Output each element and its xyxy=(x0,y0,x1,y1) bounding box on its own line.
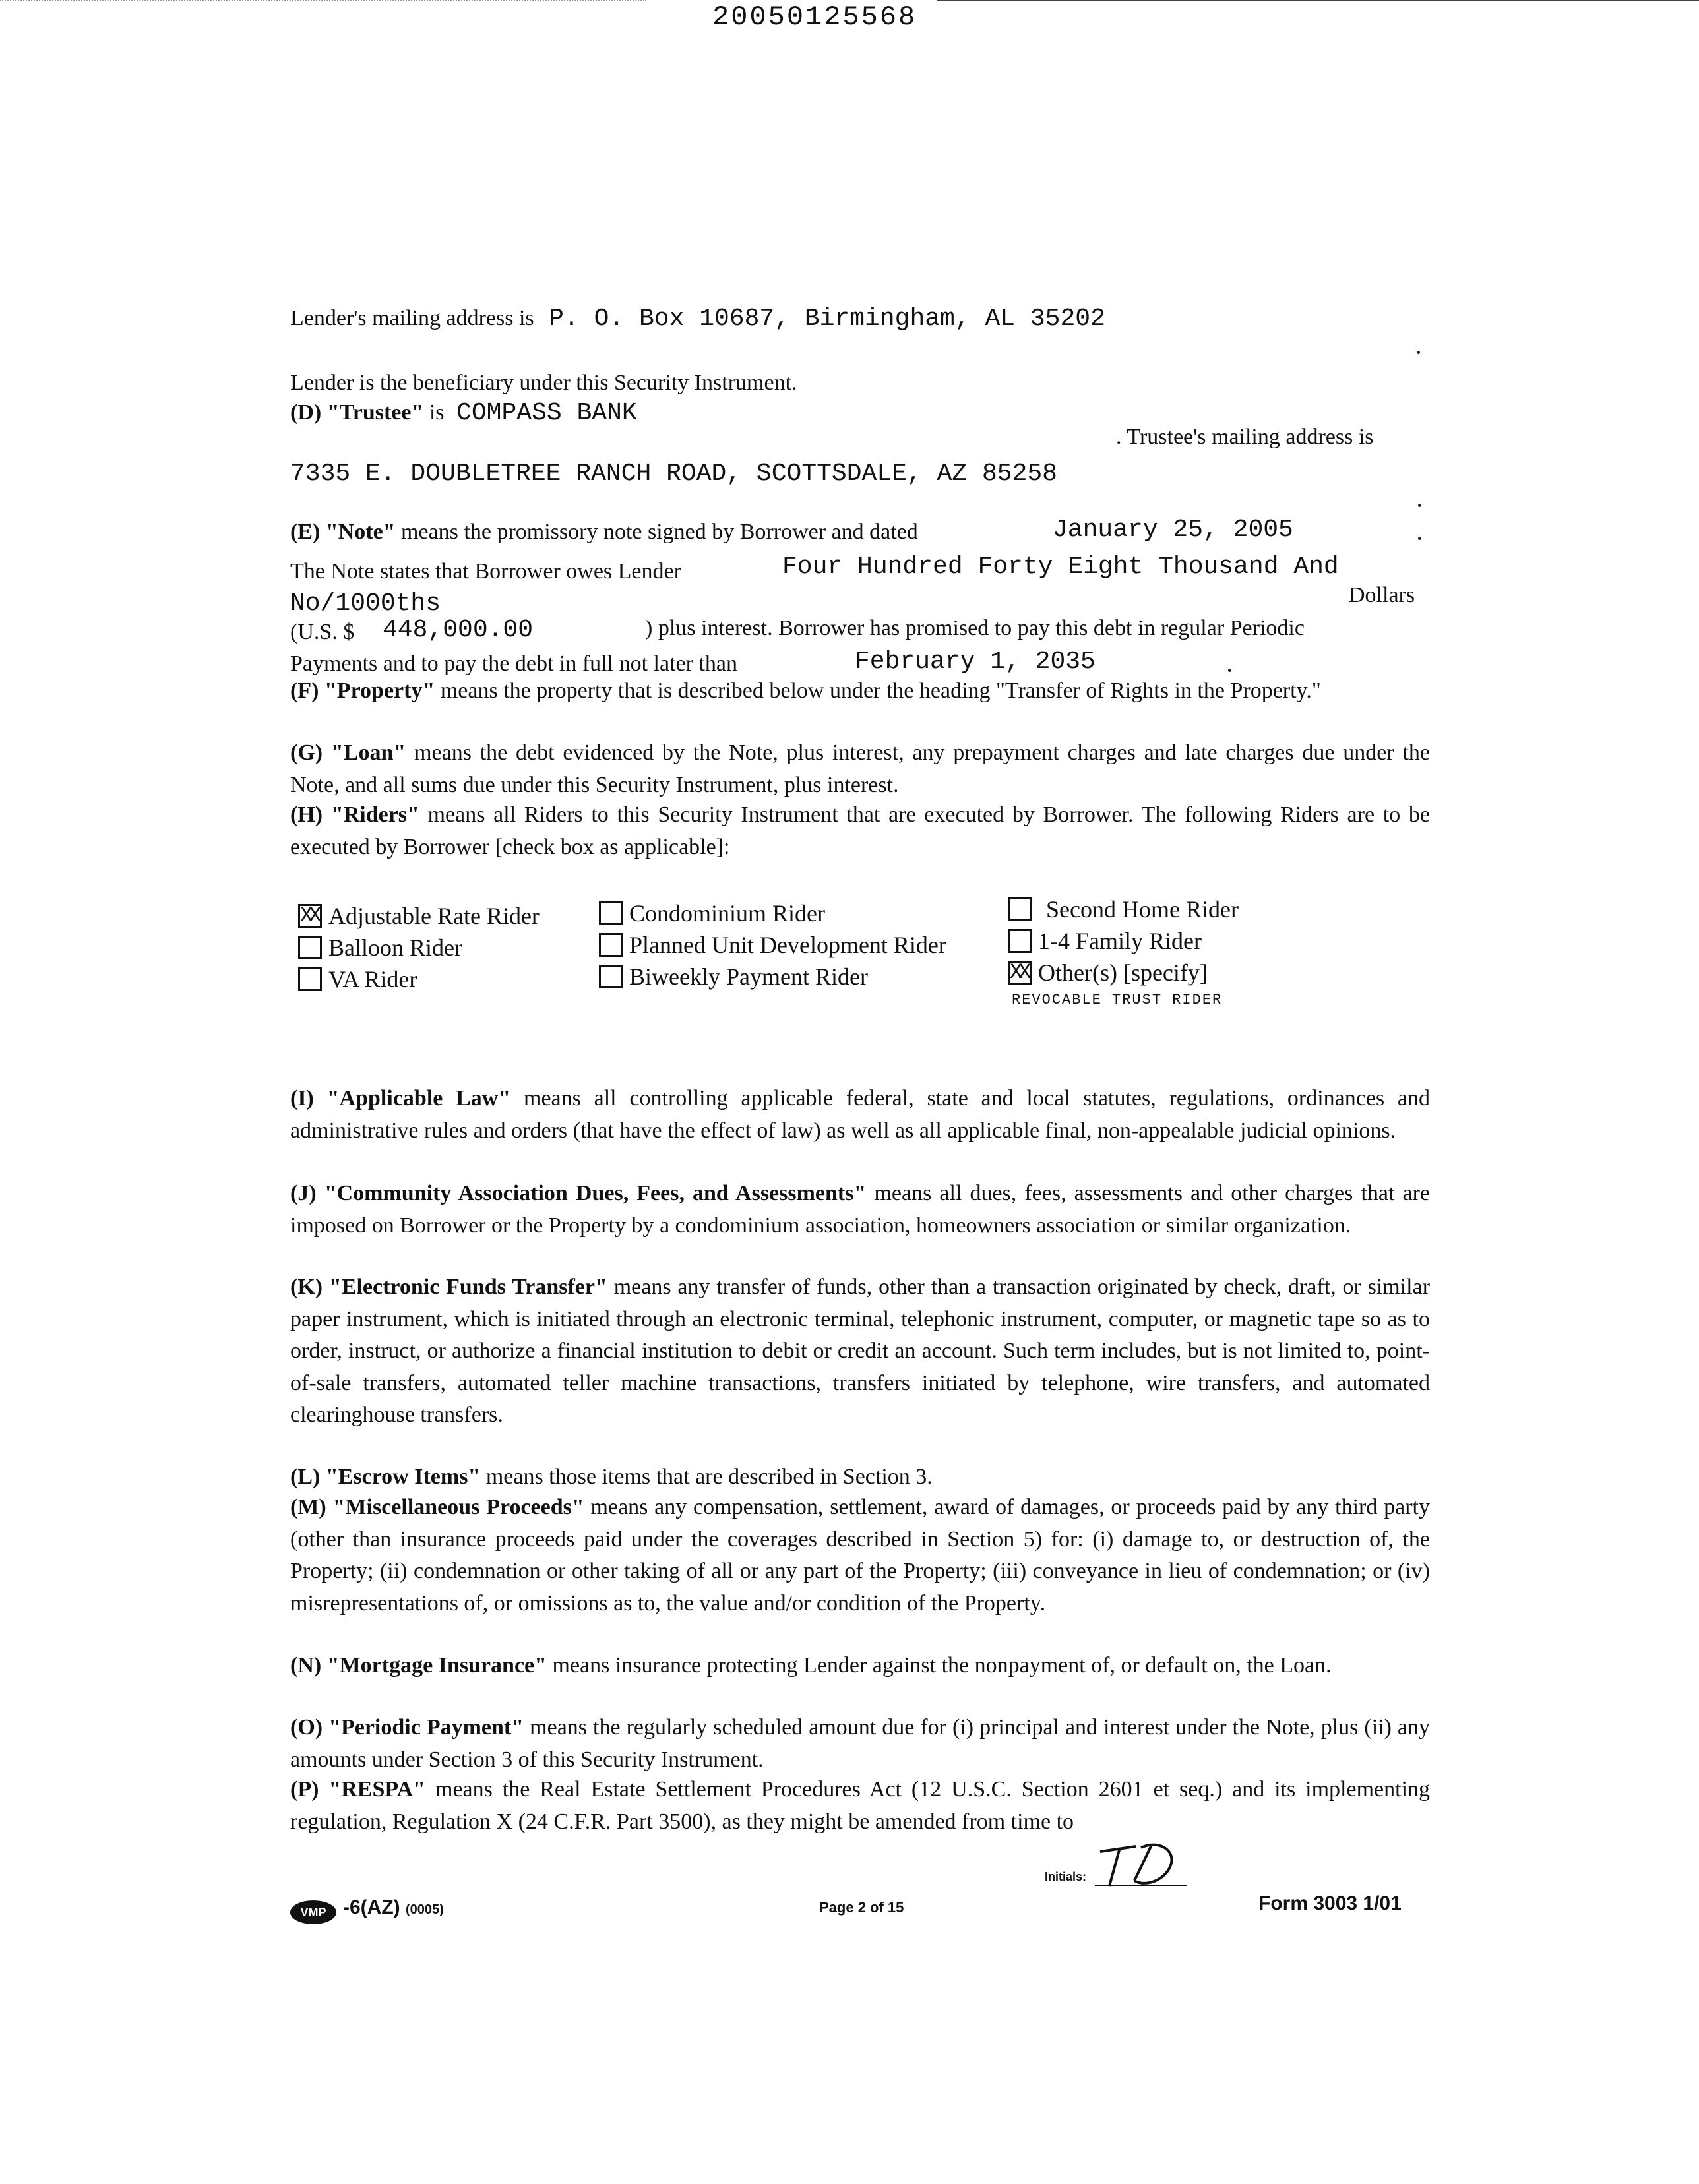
definition-term: "Electronic Funds Transfer" xyxy=(328,1275,607,1299)
definition-marker: (L) xyxy=(290,1465,321,1489)
checkbox-checked[interactable] xyxy=(298,904,322,928)
definition-electronic-funds-transfer xyxy=(290,1271,1430,1432)
definition-property xyxy=(290,675,1430,708)
rider-planned-unit-development[interactable] xyxy=(599,931,946,959)
definition-text: means the regularly scheduled amount due for (i) principal and interest under the Note, plus (ii) any amounts under Section 3 of this Security Instrument. xyxy=(290,1715,1431,1772)
rider-label: Biweekly Payment Rider xyxy=(629,963,868,990)
definition-term: "Escrow Items" xyxy=(325,1465,481,1489)
vmp-logo xyxy=(290,1900,336,1924)
note-text-4: Payments and to pay the debt in full not later than xyxy=(290,652,737,676)
property-text: means the property that is described below under the heading "Transfer of Rights in the Property." xyxy=(440,679,1321,703)
vmp-logo-text: VMP xyxy=(300,1905,326,1919)
scan-edge-dots xyxy=(0,0,646,3)
checkbox-unchecked[interactable] xyxy=(298,967,322,991)
rider-other[interactable] xyxy=(1008,959,1208,986)
property-marker: (F) xyxy=(290,679,319,703)
lender-address-value: P. O. Box 10687, Birmingham, AL 35202 xyxy=(549,305,1105,333)
riders-text: means all Riders to this Security Instrument that are executed by Borrower. The following Riders are to be executed by Borrower [check box as applicable]: xyxy=(290,803,1431,859)
definition-loan xyxy=(290,737,1430,801)
trustee-line xyxy=(290,399,637,427)
rider-label: Condominium Rider xyxy=(629,900,825,926)
definition-text: means all controlling applicable federal, state and local statutes, regulations, ordinances and administrative rules and orders (that have the effect of law) as well as all applicable final, non-appealable judicial opinions. xyxy=(290,1086,1431,1143)
note-amount-words-1: Four Hundred Forty Eight Thousand And xyxy=(782,553,1339,581)
rider-1-4-family[interactable] xyxy=(1008,927,1202,955)
definition-term: "RESPA" xyxy=(328,1777,426,1802)
definition-escrow-items xyxy=(290,1461,1430,1494)
definition-periodic-payment xyxy=(290,1712,1430,1776)
rider-va[interactable] xyxy=(298,965,417,993)
note-text-2: The Note states that Borrower owes Lender xyxy=(290,559,681,584)
definition-miscellaneous-proceeds xyxy=(290,1492,1430,1620)
rider-label: Balloon Rider xyxy=(328,934,462,961)
definition-marker: (N) xyxy=(290,1653,322,1678)
rider-other-specify: REVOCABLE TRUST RIDER xyxy=(1012,992,1223,1008)
trustee-term: "Trustee" xyxy=(326,400,424,425)
definition-marker: (O) xyxy=(290,1715,323,1740)
form-code xyxy=(343,1896,444,1919)
rider-second-home[interactable] xyxy=(1008,895,1239,923)
document-number: 20050125568 xyxy=(712,1,917,33)
note-maturity-date: February 1, 2035 xyxy=(855,648,1096,676)
trustee-mailing-label: . Trustee's mailing address is xyxy=(1116,425,1374,449)
definition-text: means those items that are described in Section 3. xyxy=(485,1465,933,1489)
loan-text: means the debt evidenced by the Note, plus interest, any prepayment charges and late charges due under the Note, and all sums due under this Security Instrument, plus interest. xyxy=(290,741,1431,797)
trustee-address: 7335 E. DOUBLETREE RANCH ROAD, SCOTTSDALE, AZ 85258 xyxy=(290,460,1057,488)
initials-line xyxy=(1095,1885,1187,1886)
checkbox-unchecked[interactable] xyxy=(1008,929,1032,953)
rider-label: Adjustable Rate Rider xyxy=(328,903,540,929)
rider-balloon[interactable] xyxy=(298,934,462,961)
rider-label: Second Home Rider xyxy=(1046,896,1239,923)
initials-label: Initials: xyxy=(1045,1870,1087,1883)
note-text-1: means the promissory note signed by Borrower and dated xyxy=(401,520,918,544)
lender-address-label: Lender's mailing address is xyxy=(290,306,534,330)
definition-text: means any compensation, settlement, award of damages, or proceeds paid by any third party (other than insurance proceeds paid under the coverages described in Section 5) for: (i) damage to, or destruction of, the Property; (ii) condemnation or other taking of all or any part of the Property; (iii) conveyance in lieu of condemnation; or (iv) misrepresentations of, or omissions as to, the value and/or condition of the Property. xyxy=(290,1495,1430,1616)
checkbox-unchecked[interactable] xyxy=(599,933,623,957)
definition-text: means the Real Estate Settlement Procedures Act (12 U.S.C. Section 2601 et seq.) and its implementing regulation, Regulation X (24 C.F.R. Part 3500), as they might be amended from time to xyxy=(290,1777,1431,1834)
form-version: (0005) xyxy=(406,1902,444,1917)
rider-condominium[interactable] xyxy=(599,899,825,927)
definition-marker: (J) xyxy=(290,1181,317,1205)
definition-applicable-law xyxy=(290,1083,1430,1147)
form-number: Form 3003 1/01 xyxy=(1258,1893,1402,1914)
checkbox-checked[interactable] xyxy=(1008,961,1032,985)
definition-term: "Periodic Payment" xyxy=(328,1715,524,1740)
definition-respa xyxy=(290,1774,1430,1838)
rider-label: VA Rider xyxy=(328,966,417,992)
note-line-1 xyxy=(290,520,918,545)
definition-text: means any transfer of funds, other than a transaction originated by check, draft, or similar paper instrument, which is initiated through an electronic terminal, telephonic instrument, computer, or magnetic tape so as to order, instruct, or authorize a financial institution to debit or credit an account. Such term includes, but is not limited to, point-of-sale transfers, automated teller machine transactions, transfers initiated by telephone, wire transfers, and automated clearinghouse transfers. xyxy=(290,1275,1431,1427)
loan-term: "Loan" xyxy=(330,741,406,765)
checkbox-unchecked[interactable] xyxy=(599,901,623,925)
note-amount-words-2: No/1000ths xyxy=(290,590,441,618)
note-dollars: Dollars xyxy=(1349,583,1415,607)
note-amount: 448,000.00 xyxy=(383,616,534,644)
rider-label: 1-4 Family Rider xyxy=(1038,928,1202,954)
riders-term: "Riders" xyxy=(330,803,419,827)
note-line-4 xyxy=(290,620,354,645)
definition-mortgage-insurance xyxy=(290,1650,1430,1682)
checkbox-unchecked[interactable] xyxy=(599,965,623,988)
definition-marker: (K) xyxy=(290,1275,323,1299)
stray-mark xyxy=(1228,669,1231,672)
definition-text: means insurance protecting Lender against the nonpayment of, or default on, the Loan. xyxy=(552,1653,1332,1678)
form-code-main: -6(AZ) xyxy=(343,1896,400,1918)
trustee-name: COMPASS BANK xyxy=(456,399,637,427)
definition-term: "Miscellaneous Proceeds" xyxy=(332,1495,584,1519)
definition-riders xyxy=(290,799,1430,863)
definition-term: "Community Association Dues, Fees, and Assessments" xyxy=(324,1181,867,1205)
rider-label: Planned Unit Development Rider xyxy=(629,932,946,958)
definition-term: "Mortgage Insurance" xyxy=(326,1653,547,1678)
trustee-marker: (D) xyxy=(290,400,322,425)
definition-marker: (I) xyxy=(290,1086,314,1110)
scan-edge-line xyxy=(937,0,1699,1)
beneficiary-statement: Lender is the beneficiary under this Security Instrument. xyxy=(290,371,797,395)
note-date: January 25, 2005 xyxy=(1053,516,1293,544)
note-us-prefix: (U.S. $ xyxy=(290,620,355,644)
definition-text: means all dues, fees, assessments and other charges that are imposed on Borrower or the Property by a condominium association, homeowners association or similar organization. xyxy=(290,1181,1431,1238)
stray-mark xyxy=(1418,504,1421,507)
page-number: Page 2 of 15 xyxy=(819,1899,904,1916)
lender-address-line xyxy=(290,305,1105,333)
definition-marker: (M) xyxy=(290,1495,326,1519)
note-text-3: ) plus interest. Borrower has promised to pay this debt in regular Periodic xyxy=(645,616,1305,640)
loan-marker: (G) xyxy=(290,741,323,765)
definition-marker: (P) xyxy=(290,1777,319,1802)
checkbox-unchecked[interactable] xyxy=(1008,897,1032,921)
definition-term: "Applicable Law" xyxy=(326,1086,511,1110)
note-term: "Note" xyxy=(325,520,396,544)
rider-biweekly-payment[interactable] xyxy=(599,963,868,990)
rider-adjustable-rate[interactable] xyxy=(298,902,540,930)
definition-community-association xyxy=(290,1178,1430,1242)
stray-mark xyxy=(1417,351,1420,354)
riders-marker: (H) xyxy=(290,803,323,827)
property-term: "Property" xyxy=(324,679,435,703)
trustee-is: is xyxy=(429,400,445,425)
checkbox-unchecked[interactable] xyxy=(298,936,322,959)
stray-mark xyxy=(1418,537,1421,540)
note-marker: (E) xyxy=(290,520,321,544)
rider-label: Other(s) [specify] xyxy=(1038,959,1208,986)
